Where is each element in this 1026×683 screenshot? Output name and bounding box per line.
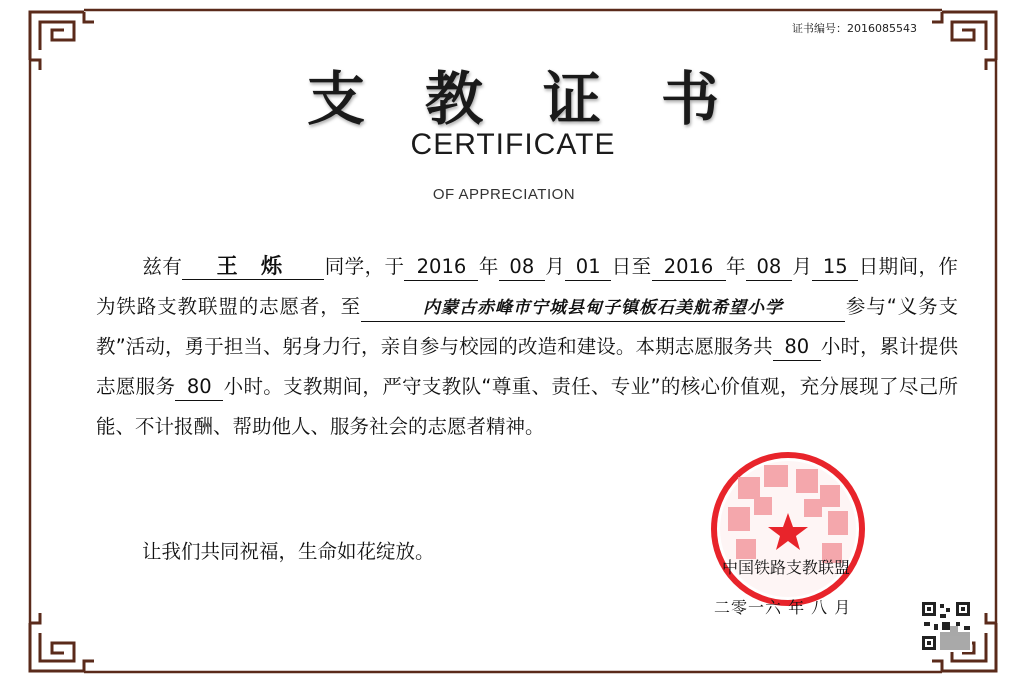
body-text: 小时。支教期间，严守支教队“尊重、责任、专业”的核心价值观，充分展现了尽己所能、不计报酬、帮助他人、服务社会的志愿者精神。 bbox=[96, 375, 958, 438]
start-day: 01 bbox=[565, 254, 611, 281]
body-text: 月 bbox=[544, 255, 566, 278]
body-text: 月 bbox=[791, 255, 813, 278]
corner-ornament-bottom-left bbox=[30, 613, 94, 671]
qr-code-icon bbox=[920, 600, 972, 652]
issuing-organization: 中国铁路支教联盟 bbox=[722, 558, 851, 577]
title-char: 支 bbox=[306, 65, 395, 133]
body-text: 年 bbox=[478, 255, 499, 278]
body-text: 兹有 bbox=[142, 255, 183, 278]
body-text: 日至 bbox=[611, 255, 652, 278]
end-day: 15 bbox=[812, 254, 858, 281]
issue-date: 二零一六 年 八 月 bbox=[714, 598, 852, 617]
closing-line: 让我们共同祝福，生命如花绽放。 bbox=[142, 540, 435, 563]
subtitle-english: OF APPRECIATION bbox=[432, 186, 576, 203]
body-text: 参与“义务支教”活动，勇于担当、躬身力行，亲自参与校园的改造和建设。本期志愿服务共 bbox=[96, 295, 958, 358]
start-month: 08 bbox=[499, 254, 545, 281]
body-text: 小时，累计提供志愿服务 bbox=[96, 335, 958, 398]
title-char: 书 bbox=[661, 65, 750, 133]
end-month: 08 bbox=[746, 254, 792, 281]
body-text: 日期间，作为铁路支教联盟的志愿者，至 bbox=[96, 255, 958, 318]
recipient-name: 王 烁 bbox=[182, 253, 324, 280]
title-char: 证 bbox=[543, 65, 632, 133]
body-text: 年 bbox=[725, 255, 746, 278]
hours-period: 80 bbox=[773, 334, 821, 361]
body-text: 同学，于 bbox=[324, 255, 405, 278]
end-year: 2016 bbox=[652, 254, 726, 281]
school-name: 内蒙古赤峰市宁城县甸子镇板石美航希望小学 bbox=[361, 295, 845, 322]
title-english: CERTIFICATE bbox=[410, 128, 616, 161]
official-seal bbox=[708, 449, 868, 609]
title-char: 教 bbox=[424, 65, 513, 133]
start-year: 2016 bbox=[404, 254, 478, 281]
certificate-body bbox=[96, 247, 958, 447]
certificate-number: 证书编号：2016085543 bbox=[792, 22, 917, 35]
hours-total: 80 bbox=[175, 374, 223, 401]
title-chinese bbox=[0, 52, 1026, 136]
